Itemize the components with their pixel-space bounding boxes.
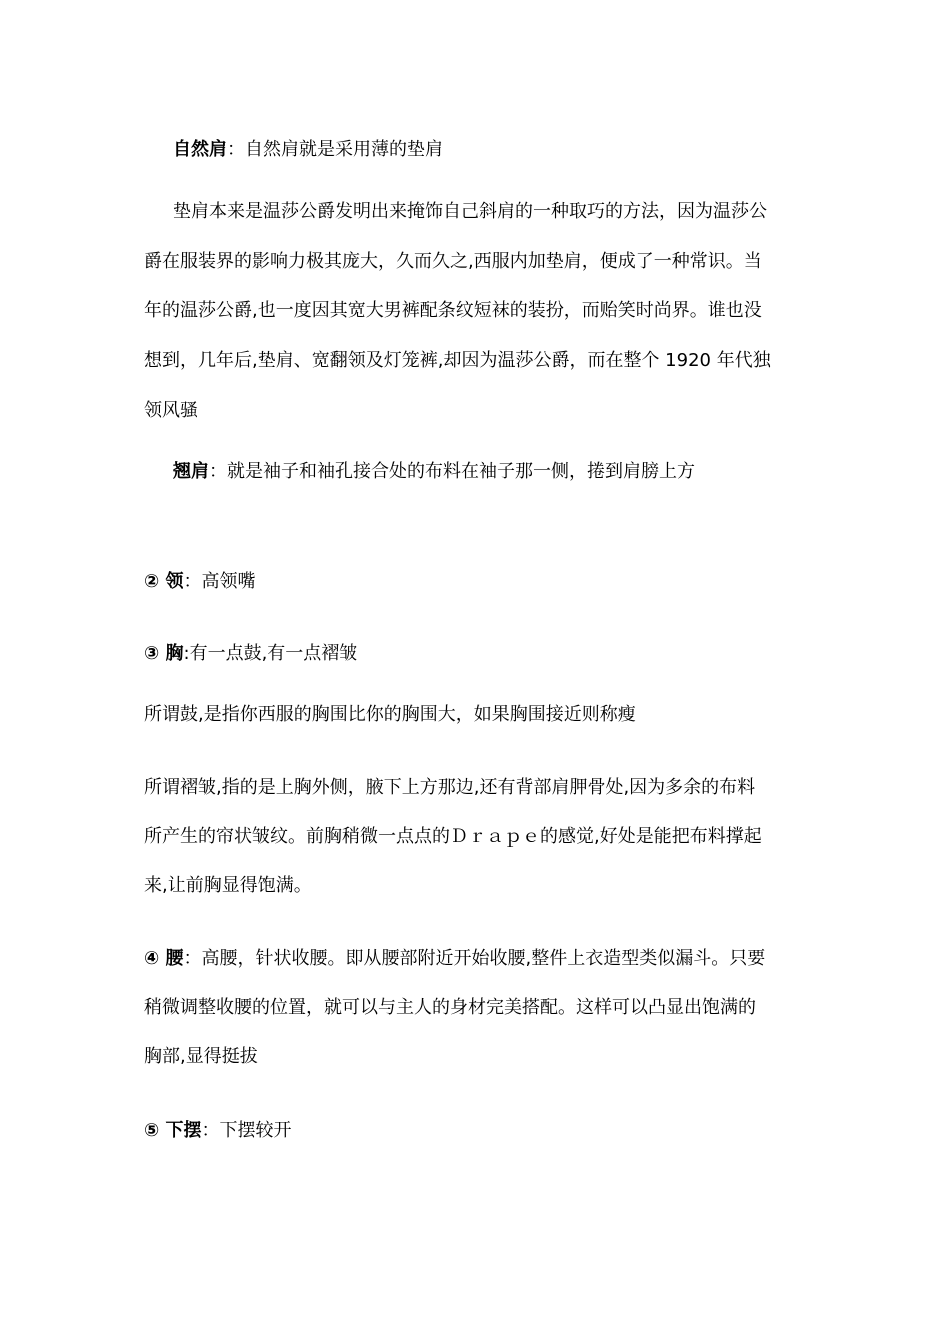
waist-line-1 (144, 947, 814, 971)
hem-text: ：下摆较开 (201, 1120, 292, 1141)
natural-shoulder-text: ：自然肩就是采用薄的垫肩 (227, 139, 443, 160)
rope-shoulder-line (173, 460, 843, 484)
natural-shoulder-line (173, 138, 843, 162)
waist-line-2: 稍微调整收腰的位置，就可以与主人的身材完美搭配。这样可以凸显出饱满的 (144, 997, 756, 1018)
collar-text: ：高领嘴 (183, 571, 256, 592)
collar-heading: ② 领 (144, 571, 184, 592)
hem-heading: ⑤ 下摆 (144, 1120, 202, 1141)
rope-shoulder-text: ：就是袖子和袖孔接合处的布料在袖子那一侧，捲到肩膀上方 (209, 461, 695, 482)
collar-line (144, 570, 814, 594)
chest-drape-line-3: 来,让前胸显得饱满。 (144, 875, 312, 896)
pad-paragraph-line-4: 想到，几年后,垫肩、宽翻领及灯笼裤,却因为温莎公爵，而在整个 1920 年代独 (144, 350, 771, 371)
pad-paragraph-line-1: 垫肩本来是温莎公爵发明出来掩饰自己斜肩的一种取巧的方法，因为温莎公 (173, 201, 767, 222)
pad-paragraph-line-2: 爵在服装界的影响力极其庞大，久而久之,西服内加垫肩，便成了一种常识。当 (144, 251, 762, 272)
chest-drape-line-2: 所产生的帘状皱纹。前胸稍微一点点的Ｄｒａｐｅ的感觉,好处是能把布料撑起 (144, 826, 762, 847)
chest-text: :有一点鼓,有一点褶皱 (183, 643, 358, 664)
rope-shoulder-heading: 翘肩 (173, 461, 209, 482)
chest-drape-line-1: 所谓褶皱,指的是上胸外侧，腋下上方那边,还有背部肩胛骨处,因为多余的布料 (144, 777, 756, 798)
waist-text-1: ：高腰，针状收腰。即从腰部附近开始收腰,整件上衣造型类似漏斗。只要 (183, 948, 766, 969)
pad-paragraph-line-5: 领风骚 (144, 400, 198, 421)
chest-fullness-line: 所谓鼓,是指你西服的胸围比你的胸围大，如果胸围接近则称瘦 (144, 704, 636, 725)
chest-heading: ③ 胸 (144, 643, 184, 664)
natural-shoulder-heading: 自然肩 (173, 139, 227, 160)
waist-heading: ④ 腰 (144, 948, 184, 969)
waist-line-3: 胸部,显得挺拔 (144, 1046, 258, 1067)
hem-line (144, 1119, 814, 1143)
pad-paragraph-line-3: 年的温莎公爵,也一度因其宽大男裤配条纹短袜的装扮，而贻笑时尚界。谁也没 (144, 300, 762, 321)
chest-line (144, 642, 814, 666)
